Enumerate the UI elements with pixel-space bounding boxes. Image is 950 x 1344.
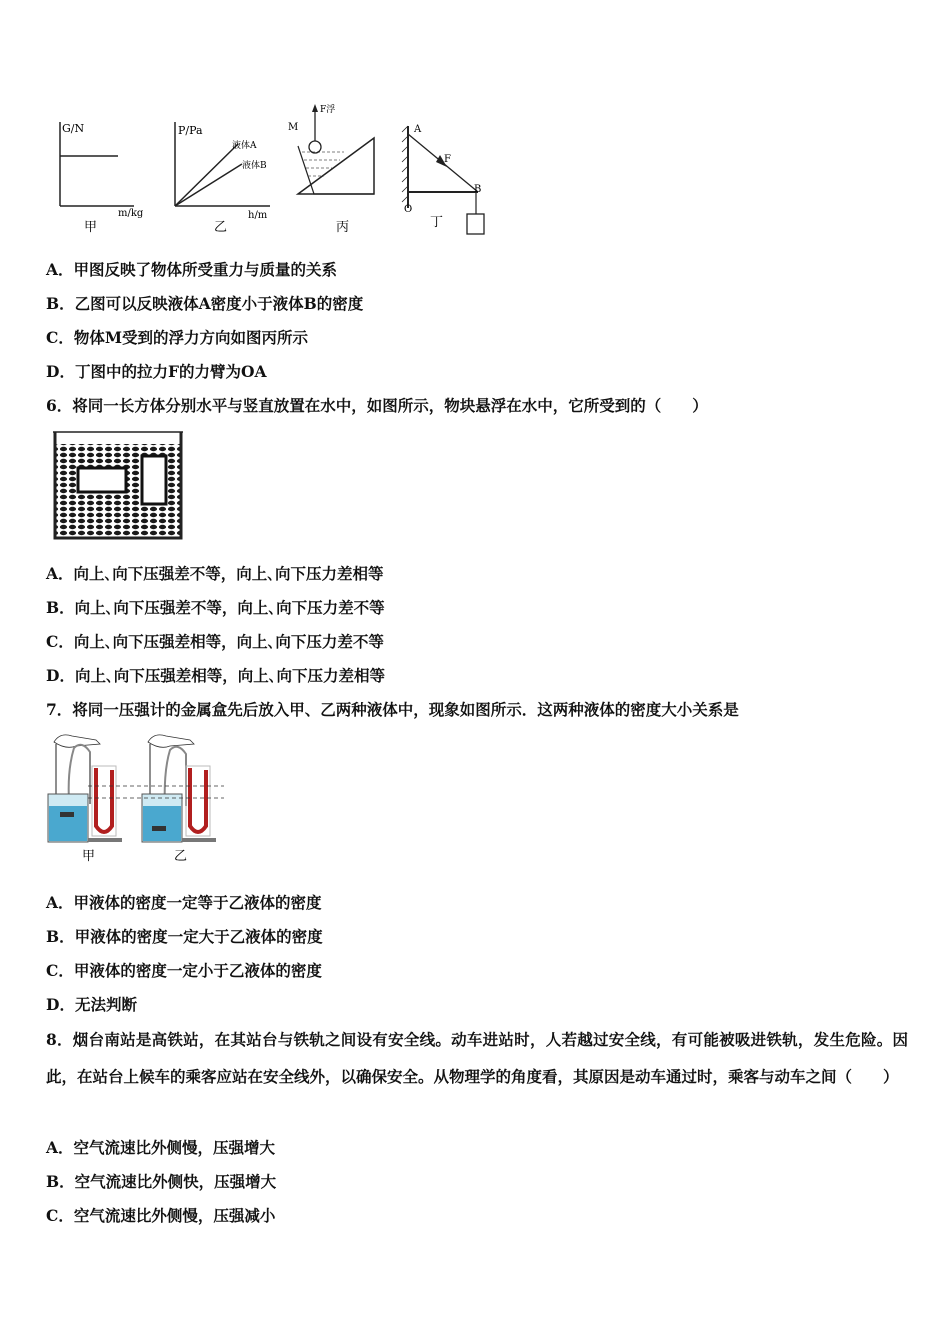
q5-option-d: D．丁图中的拉力F的力臂为OA <box>46 362 267 381</box>
q5-option-b: B．乙图可以反映液体A密度小于液体B的密度 <box>46 294 364 313</box>
q5-option-a: A．甲图反映了物体所受重力与质量的关系 <box>46 260 338 279</box>
q7-option-d: D．无法判断 <box>46 995 137 1014</box>
q7-option-c: C．甲液体的密度一定小于乙液体的密度 <box>46 961 322 980</box>
q7-stem: 7．将同一压强计的金属盒先后放入甲、乙两种液体中，现象如图所示．这两种液体的密度大小关系是 <box>46 700 739 719</box>
yi-ylabel: P/Pa <box>178 124 203 137</box>
q7-option-b: B．甲液体的密度一定大于乙液体的密度 <box>46 927 323 946</box>
q5-figures <box>44 100 504 242</box>
figure-yi <box>175 122 270 235</box>
q8-option-b: B．空气流速比外侧快，压强增大 <box>46 1172 277 1191</box>
q6-option-b: B．向上､向下压强差不等，向上､向下压力差不等 <box>46 598 385 617</box>
figure-ding <box>402 124 484 234</box>
q6-option-a: A．向上､向下压强差不等，向上､向下压力差相等 <box>46 564 384 583</box>
jia-xlabel: m/kg <box>118 208 144 219</box>
horizontal-block <box>78 468 126 492</box>
q7-figure <box>44 730 230 866</box>
q7-option-a: A．甲液体的密度一定等于乙液体的密度 <box>46 893 322 912</box>
q6-option-c: C．向上､向下压强差相等，向上､向下压力差不等 <box>46 632 384 651</box>
q7-setup-yi <box>142 735 216 842</box>
jia-caption: 甲 <box>84 220 98 235</box>
ding-label-o: O <box>404 204 413 215</box>
yi-caption: 乙 <box>214 220 228 235</box>
q6-option-d: D．向上､向下压强差相等，向上､向下压力差相等 <box>46 666 385 685</box>
q7-caption-jia: 甲 <box>82 849 96 864</box>
ding-label-f: F <box>444 154 451 165</box>
yi-line-a-label: 液体A <box>232 141 257 151</box>
figure-bing <box>288 103 374 235</box>
bing-object-label: M <box>288 122 299 133</box>
figure-jia <box>60 122 144 235</box>
yi-xlabel: h/m <box>248 210 268 221</box>
vertical-block <box>142 456 166 504</box>
q7-caption-yi: 乙 <box>174 849 188 864</box>
q7-setup-jia <box>48 735 122 842</box>
q8-option-c: C．空气流速比外侧慢，压强减小 <box>46 1206 276 1225</box>
bing-caption: 丙 <box>336 220 350 235</box>
q8-stem: 8．烟台南站是高铁站，在其站台与铁轨之间设有安全线。动车进站时，人若越过安全线，有可能被吸进铁轨，发生危险。因此，在站台上候车的乘客应站在安全线外，以确保安全。从物理学的角度看，其原因是动车通过时，乘客与动车之间（ ） <box>46 1030 908 1086</box>
ding-label-a: A <box>414 124 422 135</box>
yi-line-b-label: 液体B <box>242 161 267 171</box>
q6-figure <box>50 428 186 542</box>
q6-stem: 6．将同一长方体分别水平与竖直放置在水中，如图所示，物块悬浮在水中，它所受到的（ ） <box>46 396 708 415</box>
jia-ylabel: G/N <box>62 122 85 135</box>
ding-caption: 丁 <box>430 215 444 230</box>
bing-force-label: F浮 <box>320 105 336 115</box>
q5-option-c: C．物体M受到的浮力方向如图丙所示 <box>46 328 308 347</box>
ding-label-b: B <box>474 184 482 195</box>
q8-option-a: A．空气流速比外侧慢，压强增大 <box>46 1138 276 1157</box>
